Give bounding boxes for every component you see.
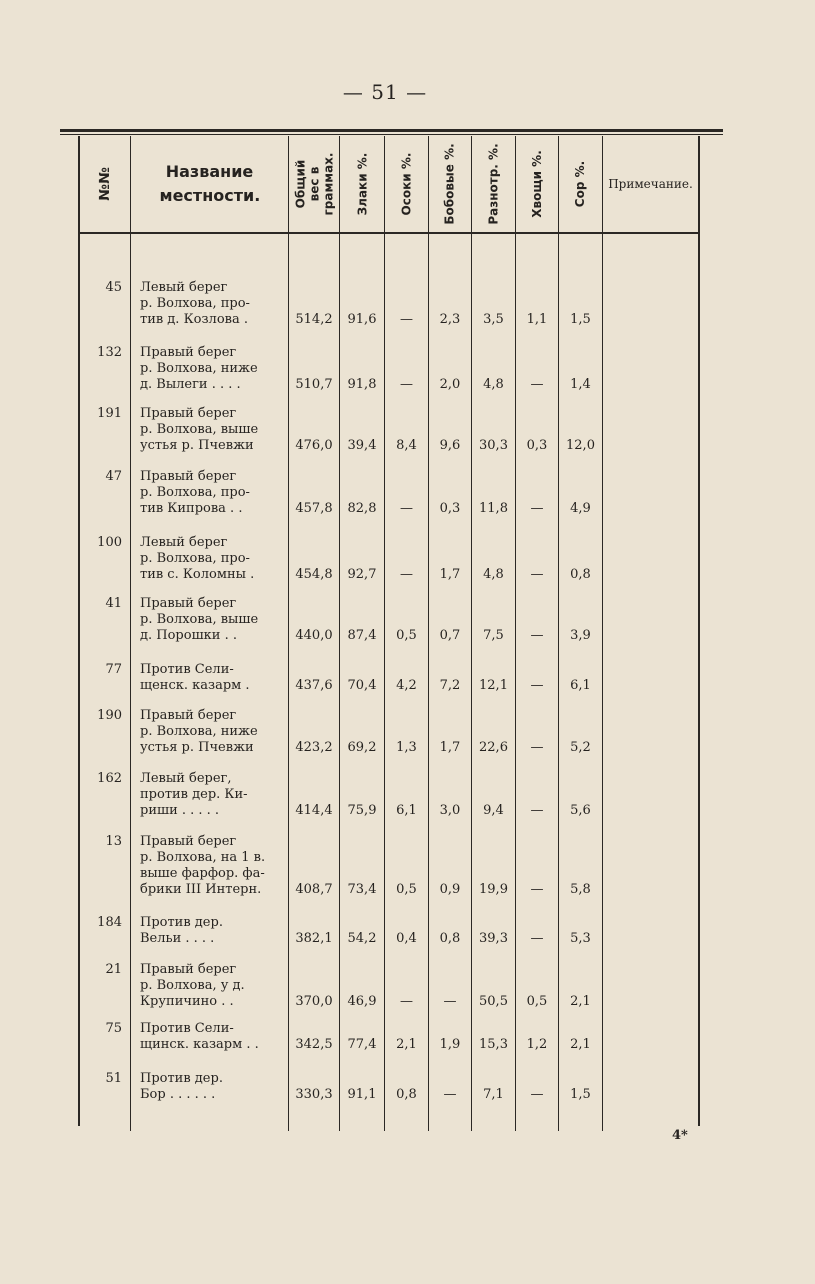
cell-sedges: 0,5 [396, 628, 417, 643]
table-top-rule [60, 129, 723, 132]
cell-horsetails: — [530, 882, 544, 897]
cell-weeds: 2,1 [570, 1037, 591, 1052]
header-cereals: Злаки %. [355, 152, 370, 216]
row-location-name: Правый берег р. Волхова, на 1 в. выше фарфор. фа- брики III Интерн. [140, 834, 266, 897]
cell-sedges: — [400, 377, 413, 392]
row-location-name: Левый берег р. Волхова, про- тив д. Козлова . [140, 280, 250, 327]
cell-weight: 437,6 [295, 678, 333, 693]
cell-legumes: 3,0 [439, 803, 461, 818]
cell-weight: 330,3 [295, 1087, 333, 1102]
row-location-name: Против Сели- щенск. казарм . [140, 662, 250, 693]
cell-sedges: 0,4 [396, 931, 417, 946]
cell-legumes: 1,7 [439, 567, 461, 582]
row-location-name: Против дер. Вельи . . . . [140, 915, 223, 946]
cell-cereals: 77,4 [347, 1037, 377, 1052]
cell-legumes: 0,9 [439, 882, 461, 897]
cell-forbs: 30,3 [479, 438, 508, 453]
cell-legumes: — [443, 994, 457, 1009]
row-location-name: Левый берег, против дер. Ки- риши . . . . . [140, 771, 248, 818]
cell-forbs: 7,5 [483, 628, 504, 643]
cell-cereals: 92,7 [347, 567, 377, 582]
row-number: 45 [105, 280, 122, 295]
row-location-name: Правый берег р. Волхова, ниже д. Вылеги . . . . [140, 345, 258, 392]
row-number: 75 [105, 1021, 122, 1036]
cell-sedges: — [400, 312, 413, 327]
cell-horsetails: — [530, 501, 544, 516]
cell-sedges: — [400, 567, 413, 582]
cell-forbs: 7,1 [483, 1087, 504, 1102]
cell-weight: 370,0 [295, 994, 333, 1009]
row-location-name: Правый берег р. Волхова, у д. Крупичино . . [140, 962, 245, 1009]
cell-horsetails: 0,5 [526, 994, 548, 1009]
cell-legumes: 1,9 [439, 1037, 461, 1052]
row-number: 184 [97, 915, 122, 930]
cell-horsetails: 1,2 [526, 1037, 548, 1052]
column-divider [602, 136, 603, 1131]
cell-forbs: 3,5 [483, 312, 504, 327]
cell-forbs: 12,1 [479, 678, 508, 693]
page-number: — 51 — [342, 80, 428, 104]
cell-weight: 454,8 [295, 567, 333, 582]
cell-weeds: 1,4 [570, 377, 591, 392]
cell-cereals: 39,4 [347, 438, 377, 453]
row-number: 190 [97, 708, 122, 723]
cell-sedges: — [400, 501, 413, 516]
cell-sedges: 1,3 [396, 740, 417, 755]
row-number: 51 [105, 1071, 122, 1086]
column-divider [698, 136, 700, 1126]
cell-forbs: 9,4 [483, 803, 504, 818]
cell-legumes: 0,3 [439, 501, 461, 516]
cell-cereals: 69,2 [347, 740, 377, 755]
row-number: 162 [97, 771, 122, 786]
cell-weight: 414,4 [295, 803, 333, 818]
column-divider [78, 136, 80, 1126]
cell-weeds: 4,9 [570, 501, 591, 516]
cell-legumes: 0,7 [439, 628, 461, 643]
row-number: 100 [97, 535, 122, 550]
cell-weight: 408,7 [295, 882, 333, 897]
cell-sedges: 4,2 [396, 678, 417, 693]
header-weeds: Сор %. [573, 160, 588, 208]
cell-weeds: 3,9 [570, 628, 591, 643]
header-num: №№ [97, 167, 113, 201]
row-location-name: Правый берег р. Волхова, про- тив Кипрова . . [140, 469, 250, 516]
cell-weeds: 5,6 [570, 803, 591, 818]
cell-weeds: 6,1 [570, 678, 591, 693]
cell-forbs: 15,3 [479, 1037, 508, 1052]
cell-horsetails: 0,3 [526, 438, 548, 453]
header-bottom-rule [78, 232, 698, 234]
cell-horsetails: 1,1 [526, 312, 548, 327]
cell-horsetails: — [530, 803, 544, 818]
cell-horsetails: — [530, 567, 544, 582]
cell-forbs: 11,8 [479, 501, 508, 516]
header-legumes: Бобовые %. [443, 143, 458, 225]
cell-sedges: 8,4 [396, 438, 417, 453]
cell-legumes: 2,0 [439, 377, 461, 392]
cell-legumes: — [443, 1087, 457, 1102]
cell-weight: 342,5 [295, 1037, 333, 1052]
header-weight: Общий вес в граммах. [293, 152, 335, 216]
cell-sedges: 2,1 [396, 1037, 417, 1052]
cell-legumes: 2,3 [439, 312, 461, 327]
row-location-name: Правый берег р. Волхова, выше д. Порошки . . [140, 596, 259, 643]
header-name: Название местности. [159, 162, 261, 205]
signature-mark: 4* [672, 1128, 688, 1143]
cell-weight: 440,0 [295, 628, 333, 643]
cell-weeds: 0,8 [570, 567, 591, 582]
cell-sedges: — [400, 994, 413, 1009]
cell-cereals: 46,9 [347, 994, 377, 1009]
cell-forbs: 4,8 [483, 567, 504, 582]
cell-legumes: 7,2 [439, 678, 461, 693]
cell-sedges: 0,8 [396, 1087, 417, 1102]
cell-horsetails: — [530, 1087, 544, 1102]
cell-sedges: 0,5 [396, 882, 417, 897]
cell-weight: 457,8 [295, 501, 333, 516]
cell-legumes: 9,6 [439, 438, 461, 453]
cell-cereals: 75,9 [347, 803, 377, 818]
cell-weeds: 12,0 [566, 438, 595, 453]
cell-forbs: 39,3 [479, 931, 508, 946]
table-top-rule-thin [60, 134, 723, 135]
cell-cereals: 70,4 [347, 678, 377, 693]
row-number: 47 [105, 469, 122, 484]
cell-weight: 382,1 [295, 931, 333, 946]
row-number: 13 [105, 834, 122, 849]
row-location-name: Левый берег р. Волхова, про- тив с. Коломны . [140, 535, 255, 582]
cell-weeds: 5,3 [570, 931, 591, 946]
row-location-name: Правый берег р. Волхова, ниже устья р. Пчевжи [140, 708, 258, 755]
cell-horsetails: — [530, 931, 544, 946]
cell-cereals: 82,8 [347, 501, 377, 516]
cell-horsetails: — [530, 678, 544, 693]
column-divider [130, 136, 131, 1131]
cell-cereals: 91,8 [347, 377, 377, 392]
row-number: 41 [105, 596, 122, 611]
cell-cereals: 87,4 [347, 628, 377, 643]
cell-weeds: 1,5 [570, 312, 591, 327]
cell-forbs: 50,5 [479, 994, 508, 1009]
cell-sedges: 6,1 [396, 803, 417, 818]
cell-cereals: 91,1 [347, 1087, 377, 1102]
cell-cereals: 91,6 [347, 312, 377, 327]
cell-weight: 510,7 [295, 377, 333, 392]
row-number: 132 [97, 345, 122, 360]
row-number: 21 [105, 962, 122, 977]
header-sedges: Осоки %. [399, 152, 414, 216]
cell-forbs: 22,6 [479, 740, 508, 755]
cell-weight: 476,0 [295, 438, 333, 453]
cell-legumes: 1,7 [439, 740, 461, 755]
cell-weeds: 5,8 [570, 882, 591, 897]
cell-legumes: 0,8 [439, 931, 461, 946]
cell-weight: 423,2 [295, 740, 333, 755]
row-location-name: Против дер. Бор . . . . . . [140, 1071, 223, 1102]
row-number: 191 [97, 406, 122, 421]
header-forbs: Разнотр. %. [486, 143, 501, 225]
row-number: 77 [105, 662, 122, 677]
cell-weeds: 1,5 [570, 1087, 591, 1102]
cell-horsetails: — [530, 740, 544, 755]
cell-forbs: 19,9 [479, 882, 508, 897]
cell-horsetails: — [530, 377, 544, 392]
cell-cereals: 73,4 [347, 882, 377, 897]
cell-weight: 514,2 [295, 312, 333, 327]
row-location-name: Правый берег р. Волхова, выше устья р. Пчевжи [140, 406, 259, 453]
cell-weeds: 5,2 [570, 740, 591, 755]
header-horsetails: Хвощи %. [530, 150, 544, 218]
cell-horsetails: — [530, 628, 544, 643]
cell-forbs: 4,8 [483, 377, 504, 392]
header-note: Примечание. [608, 177, 693, 191]
cell-weeds: 2,1 [570, 994, 591, 1009]
row-location-name: Против Сели- щинск. казарм . . [140, 1021, 259, 1052]
cell-cereals: 54,2 [347, 931, 377, 946]
